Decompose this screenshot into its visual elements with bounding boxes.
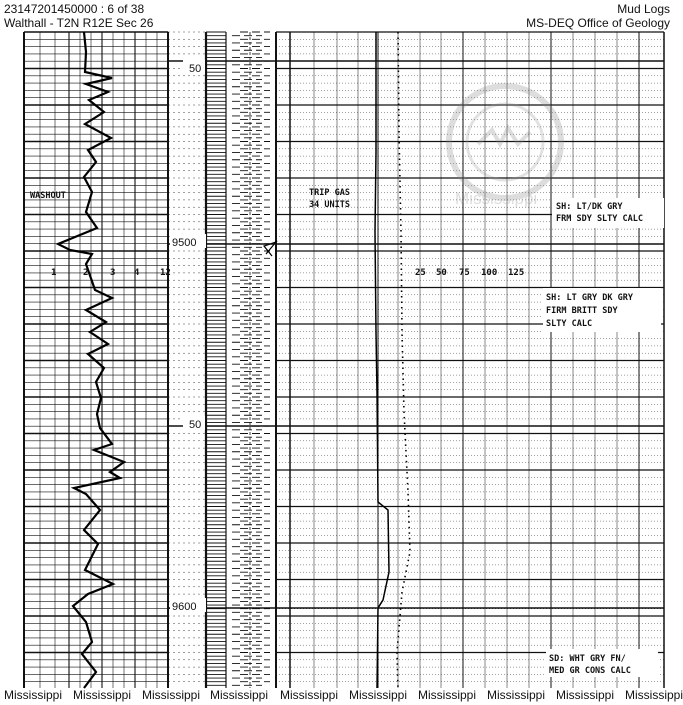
lithology-column [206,32,276,688]
lithology-desc-2-line2: FIRM BRITT SDY [546,306,618,316]
gas-scale-75: 75 [459,268,470,278]
footer-watermark-9: Mississippi [556,688,615,702]
track1-scale-2: 2 [83,268,89,278]
well-location: Walthall - T2N R12E Sec 26 [4,16,154,30]
track1-scale-4: 4 [134,268,140,278]
depth-label-mid-50: 50 [189,419,202,431]
document-type: Mud Logs [617,2,670,16]
footer-watermark-2: Mississippi [73,688,132,702]
footer-watermark-strip [0,688,683,705]
trip-gas-units: 34 UNITS [309,200,350,210]
footer-watermark-3: Mississippi [142,688,201,702]
footer-watermark-7: Mississippi [418,688,477,702]
mississippi-seal-watermark [449,86,561,208]
mud-log-chart [0,32,677,688]
depth-marks [168,61,664,608]
depth-label-top-50: 50 [189,63,202,75]
lithology-desc-3-line1: SD: WHT GRY FN/ [549,654,626,664]
footer-watermark-1: Mississippi [4,688,63,702]
gas-scale-100: 100 [481,268,498,278]
lithology-desc-2-line1: SH: LT GRY DK GRY [546,293,633,303]
footer-watermark-6: Mississippi [349,688,408,702]
footer-watermark-8: Mississippi [487,688,546,702]
footer-watermark-10: Mississippi [625,688,683,702]
depth-label-9500: 9500 [172,237,197,249]
gas-scale-125: 125 [508,268,525,278]
gas-scale-25: 25 [415,268,426,278]
agency-name: MS-DEQ Office of Geology [526,16,670,30]
track1-scale-12: 12 [160,268,171,278]
track1-scale-1: 1 [51,268,57,278]
washout-label: WASHOUT [30,191,66,201]
gas-scale-50: 50 [436,268,447,278]
depth-label-9600: 9600 [172,601,197,613]
track1-scale-3: 3 [110,268,116,278]
lithology-desc-2-line3: SLTY CALC [546,319,593,329]
page-header [0,0,677,34]
lithology-desc-1-line1: SH: LT/DK GRY [556,202,623,212]
footer-watermark-4: Mississippi [210,688,269,702]
trip-gas-label: TRIP GAS [309,188,350,198]
depth-track-grid [168,32,206,688]
footer-watermark-5: Mississippi [280,688,339,702]
seal-text: Mississippi [455,189,538,208]
api-page-number: 23147201450000 : 6 of 38 [4,2,145,16]
lithology-desc-3-line2: MED GR CONS CALC [549,666,631,676]
lithology-desc-1-line2: FRM SDY SLTY CALC [556,214,643,224]
